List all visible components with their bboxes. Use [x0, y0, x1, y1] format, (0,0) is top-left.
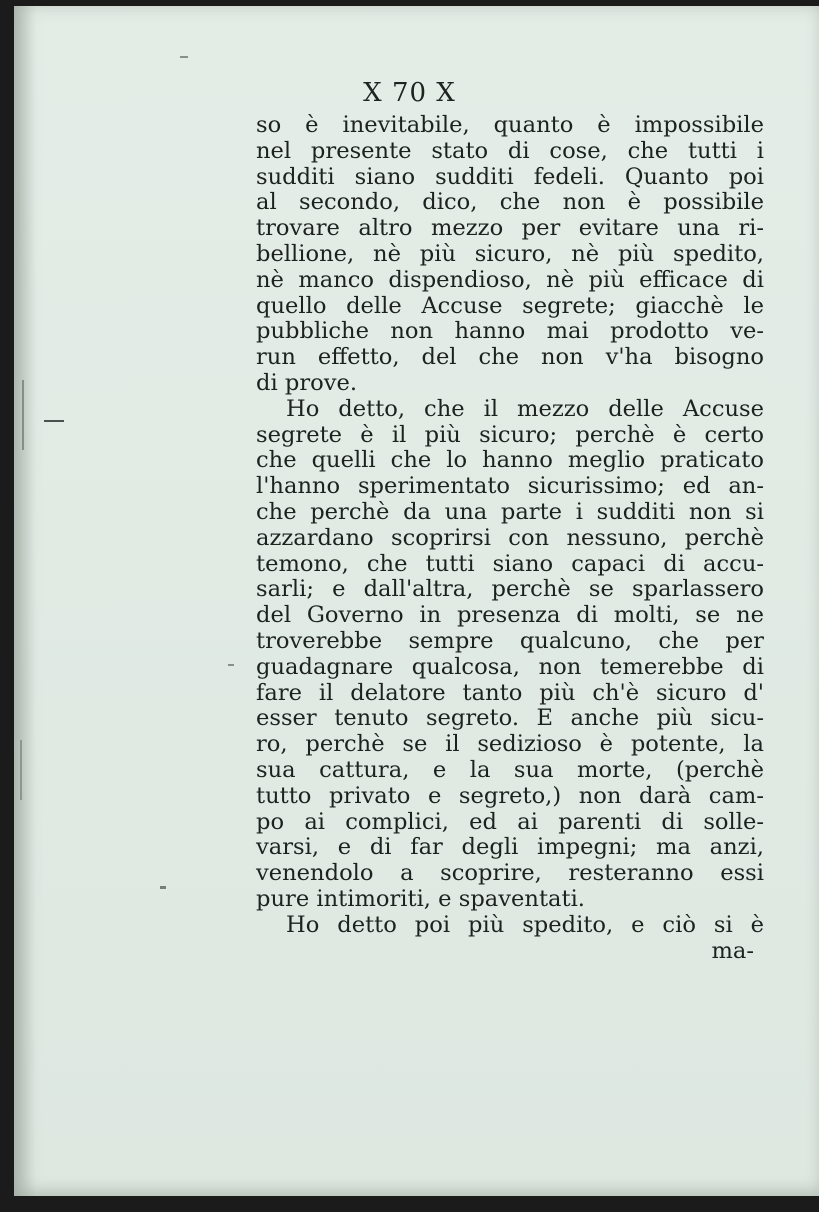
text-line: l'hanno sperimentato sicurissimo; ed an- — [256, 473, 764, 500]
margin-mark — [44, 420, 64, 422]
text-line: esser tenuto segreto. E anche più sicu- — [256, 705, 764, 732]
text-line: segrete è il più sicuro; perchè è certo — [256, 421, 764, 448]
text-line: troverebbe sempre qualcuno, che per — [256, 627, 764, 654]
page-spine-shadow — [14, 6, 36, 1196]
catchword: ma- — [711, 937, 754, 964]
page-number-header: X 70 X — [363, 78, 456, 108]
text-line: al secondo, dico, che non è possibile — [256, 189, 764, 216]
text-line: sua cattura, e la sua morte, (perchè — [256, 756, 764, 783]
text-line: che perchè da una parte i sudditi non si — [256, 498, 764, 525]
text-line: pubbliche non hanno mai prodotto ve- — [256, 318, 764, 345]
text-line: bellione, nè più sicuro, nè più spedito, — [256, 240, 764, 267]
text-line: pure intimoriti, e spaventati. — [256, 885, 585, 912]
text-line: che quelli che lo hanno meglio praticato — [256, 447, 764, 474]
text-line: temono, che tutti siano capaci di accu- — [256, 550, 764, 577]
text-line: Ho detto, che il mezzo delle Accuse — [286, 395, 764, 422]
text-line: nè manco dispendioso, nè più efficace di — [256, 266, 764, 293]
text-line: sudditi siano sudditi fedeli. Quanto poi — [256, 163, 764, 190]
text-line: Ho detto poi più spedito, e ciò si è — [286, 911, 764, 938]
text-line: nel presente stato di cose, che tutti i — [256, 137, 764, 164]
text-line: guadagnare qualcosa, non temerebbe di — [256, 653, 764, 680]
margin-mark — [22, 380, 24, 450]
text-line: sarli; e dall'altra, perchè se sparlassero — [256, 576, 764, 603]
text-line: quello delle Accuse segrete; giacchè le — [256, 292, 764, 319]
margin-mark — [180, 56, 188, 58]
body-text — [256, 113, 764, 964]
text-line: trovare altro mezzo per evitare una ri- — [256, 215, 764, 242]
text-line: so è inevitabile, quanto è impossibile — [256, 112, 764, 138]
text-line: po ai complici, ed ai parenti di solle- — [256, 808, 764, 835]
margin-mark — [20, 740, 22, 800]
text-line: tutto privato e segreto,) non darà cam- — [256, 782, 764, 809]
text-line: azzardano scoprirsi con nessuno, perchè — [256, 524, 764, 551]
text-line: ro, perchè se il sedizioso è potente, la — [256, 731, 764, 758]
text-line: di prove. — [256, 369, 358, 396]
text-line: run effetto, del che non v'ha bisogno — [256, 344, 764, 371]
margin-mark — [228, 664, 234, 666]
text-line: venendolo a scoprire, resteranno essi — [256, 860, 764, 887]
text-line: fare il delatore tanto più ch'è sicuro d' — [256, 679, 764, 706]
text-line: del Governo in presenza di molti, se ne — [256, 602, 764, 629]
margin-mark — [160, 886, 166, 889]
text-line: varsi, e di far degli impegni; ma anzi, — [256, 834, 764, 861]
